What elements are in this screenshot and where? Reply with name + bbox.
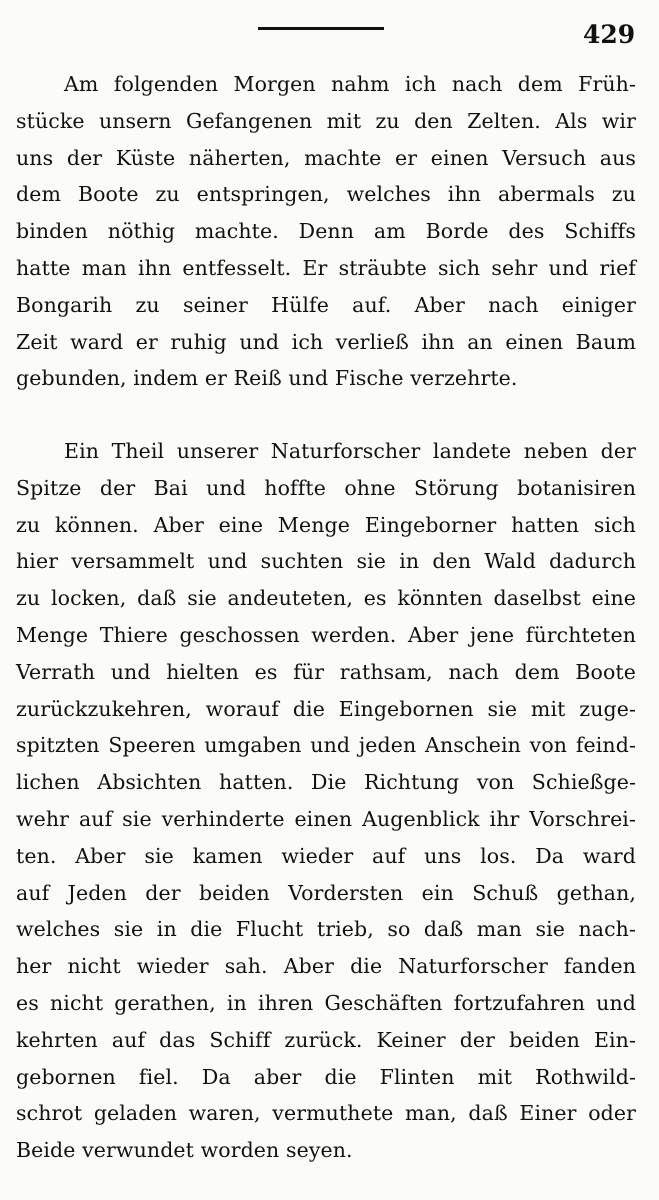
text-line: Am folgenden Morgen nahm ich nach dem Früh- (64, 72, 636, 96)
text-line: Ein Theil unserer Naturforscher landete neben der (64, 439, 636, 463)
text-line: stücke unsern Gefangenen mit zu den Zelten. Als wir (16, 108, 636, 133)
text-line: zu können. Aber eine Menge Eingeborner hatten sich (16, 512, 636, 537)
text-line: gebunden, indem er Reiß und Fische verzehrte. (16, 366, 518, 391)
text-line: welches sie in die Flucht trieb, so daß man sie nach- (16, 917, 636, 942)
text-line: gebornen fiel. Da aber die Flinten mit Rothwild- (16, 1064, 636, 1089)
header-rule (258, 27, 384, 30)
text-line: Zeit ward er ruhig und ich verließ ihn an einen Baum (16, 329, 636, 354)
text-line: auf Jeden der beiden Vordersten ein Schuß gethan, (16, 880, 636, 905)
text-line: uns der Küste näherten, machte er einen Versuch aus (16, 145, 636, 170)
text-line: dem Boote zu entspringen, welches ihn abermals zu (16, 182, 636, 207)
text-line: kehrten auf das Schiff zurück. Keiner der beiden Ein- (16, 1027, 636, 1052)
paragraph-2 (16, 433, 636, 1169)
text-line: Bongarih zu seiner Hülfe auf. Aber nach einiger (16, 292, 636, 317)
page-number: 429 (583, 20, 636, 49)
text-line: hatte man ihn entfesselt. Er sträubte sich sehr und rief (16, 255, 636, 280)
text-line: es nicht gerathen, in ihren Geschäften fortzufahren und (16, 990, 636, 1015)
text-line: wehr auf sie verhinderte einen Augenblick ihr Vorschrei- (16, 806, 636, 831)
text-line: schrot geladen waren, vermuthete man, daß Einer oder (16, 1101, 636, 1126)
text-line: hier versammelt und suchten sie in den Wald dadurch (16, 549, 636, 574)
text-line: spitzten Speeren umgaben und jeden Anschein von feind- (16, 733, 636, 758)
text-line: zu locken, daß sie andeuteten, es könnten daselbst eine (16, 586, 636, 611)
text-line: lichen Absichten hatten. Die Richtung von Schießge- (16, 770, 636, 795)
text-line: her nicht wieder sah. Aber die Naturforscher fanden (16, 954, 636, 979)
text-line: binden nöthig machte. Denn am Borde des Schiffs (16, 219, 636, 244)
text-line: ten. Aber sie kamen wieder auf uns los. Da ward (16, 843, 636, 868)
text-line: Beide verwundet worden seyen. (16, 1138, 353, 1163)
text-line: Menge Thiere geschossen werden. Aber jene fürchteten (16, 622, 636, 647)
text-line: Spitze der Bai und hoffte ohne Störung botanisiren (16, 475, 636, 500)
text-line: Verrath und hielten es für rathsam, nach dem Boote (16, 659, 636, 684)
paragraph-1 (16, 66, 636, 397)
text-line: zurückzukehren, worauf die Eingebornen sie mit zuge- (16, 696, 636, 721)
